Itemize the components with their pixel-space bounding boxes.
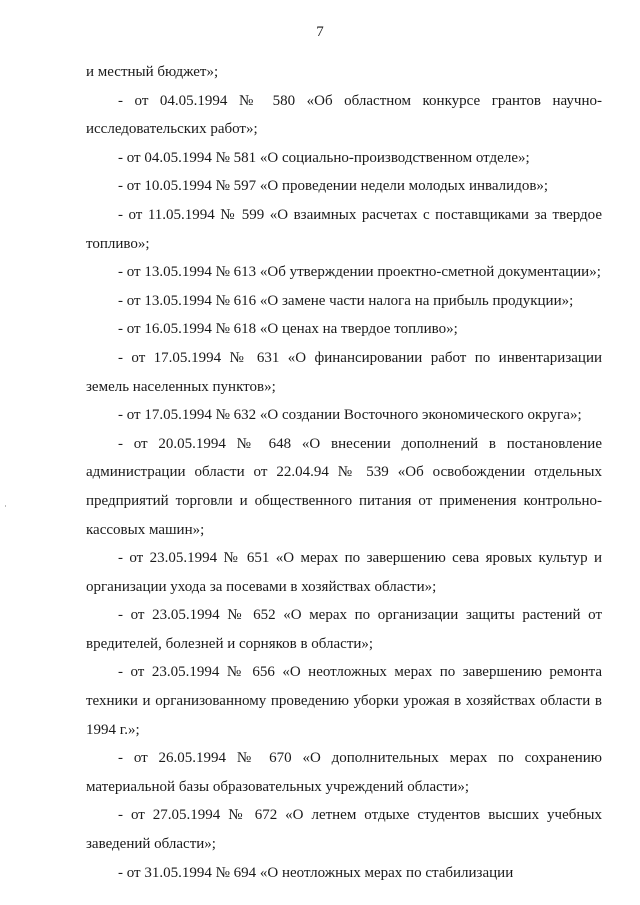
decree-item-631: - от 17.05.1994 № 631 «О финансировании работ по инвентаризации земель населенных пунктов»; — [86, 349, 602, 395]
decree-item-670: - от 26.05.1994 № 670 «О дополнительных мерах по сохранению материальной базы образовательных учреждений области»; — [86, 750, 602, 795]
decree-item-672: - от 27.05.1994 № 672 «О летнем отдыхе студентов высших учебных заведений области»; — [86, 807, 602, 853]
scan-artifact — [5, 505, 6, 507]
document-body — [86, 58, 602, 887]
decree-item-616: - от 13.05.1994 № 616 «О замене части налога на прибыль продукции»; — [118, 292, 574, 309]
paragraph-continuation: и местный бюджет»; — [86, 64, 219, 80]
decree-item-656: - от 23.05.1994 № 656 «О неотложных мерах по завершению ремонта техники и организованному проведению уборки урожая в хозяйствах области в 1994 г.»; — [86, 664, 602, 738]
decree-item-648: - от 20.05.1994 № 648 «О внесении дополнений в постановление администрации области от 22.04.94 № 539 «Об освобождении отдельных предприятий торговли и общественного питания от применения контрольно-кассовых машин»; — [86, 435, 602, 538]
page-number: 7 — [316, 24, 324, 40]
decree-item-694: - от 31.05.1994 № 694 «О неотложных мерах по стабилизации — [118, 864, 514, 881]
decree-item-618: - от 16.05.1994 № 618 «О ценах на твердое топливо»; — [118, 321, 458, 338]
decree-item-580: - от 04.05.1994 № 580 «Об областном конкурсе грантов научно-исследовательских работ»; — [86, 92, 602, 138]
decree-item-599: - от 11.05.1994 № 599 «О взаимных расчетах с поставщиками за твердое топливо»; — [86, 206, 602, 252]
decree-item-651: - от 23.05.1994 № 651 «О мерах по завершению сева яровых культур и организации ухода за посевами в хозяйствах области»; — [86, 550, 602, 595]
decree-item-613: - от 13.05.1994 № 613 «Об утверждении проектно-сметной документации»; — [118, 264, 601, 281]
decree-item-597: - от 10.05.1994 № 597 «О проведении недели молодых инвалидов»; — [118, 178, 549, 195]
decree-item-581: - от 04.05.1994 № 581 «О социально-производственном отделе»; — [118, 149, 530, 166]
decree-item-632: - от 17.05.1994 № 632 «О создании Восточного экономического округа»; — [118, 407, 582, 424]
decree-item-652: - от 23.05.1994 № 652 «О мерах по организации защиты растений от вредителей, болезней и сорняков в области»; — [86, 607, 602, 652]
